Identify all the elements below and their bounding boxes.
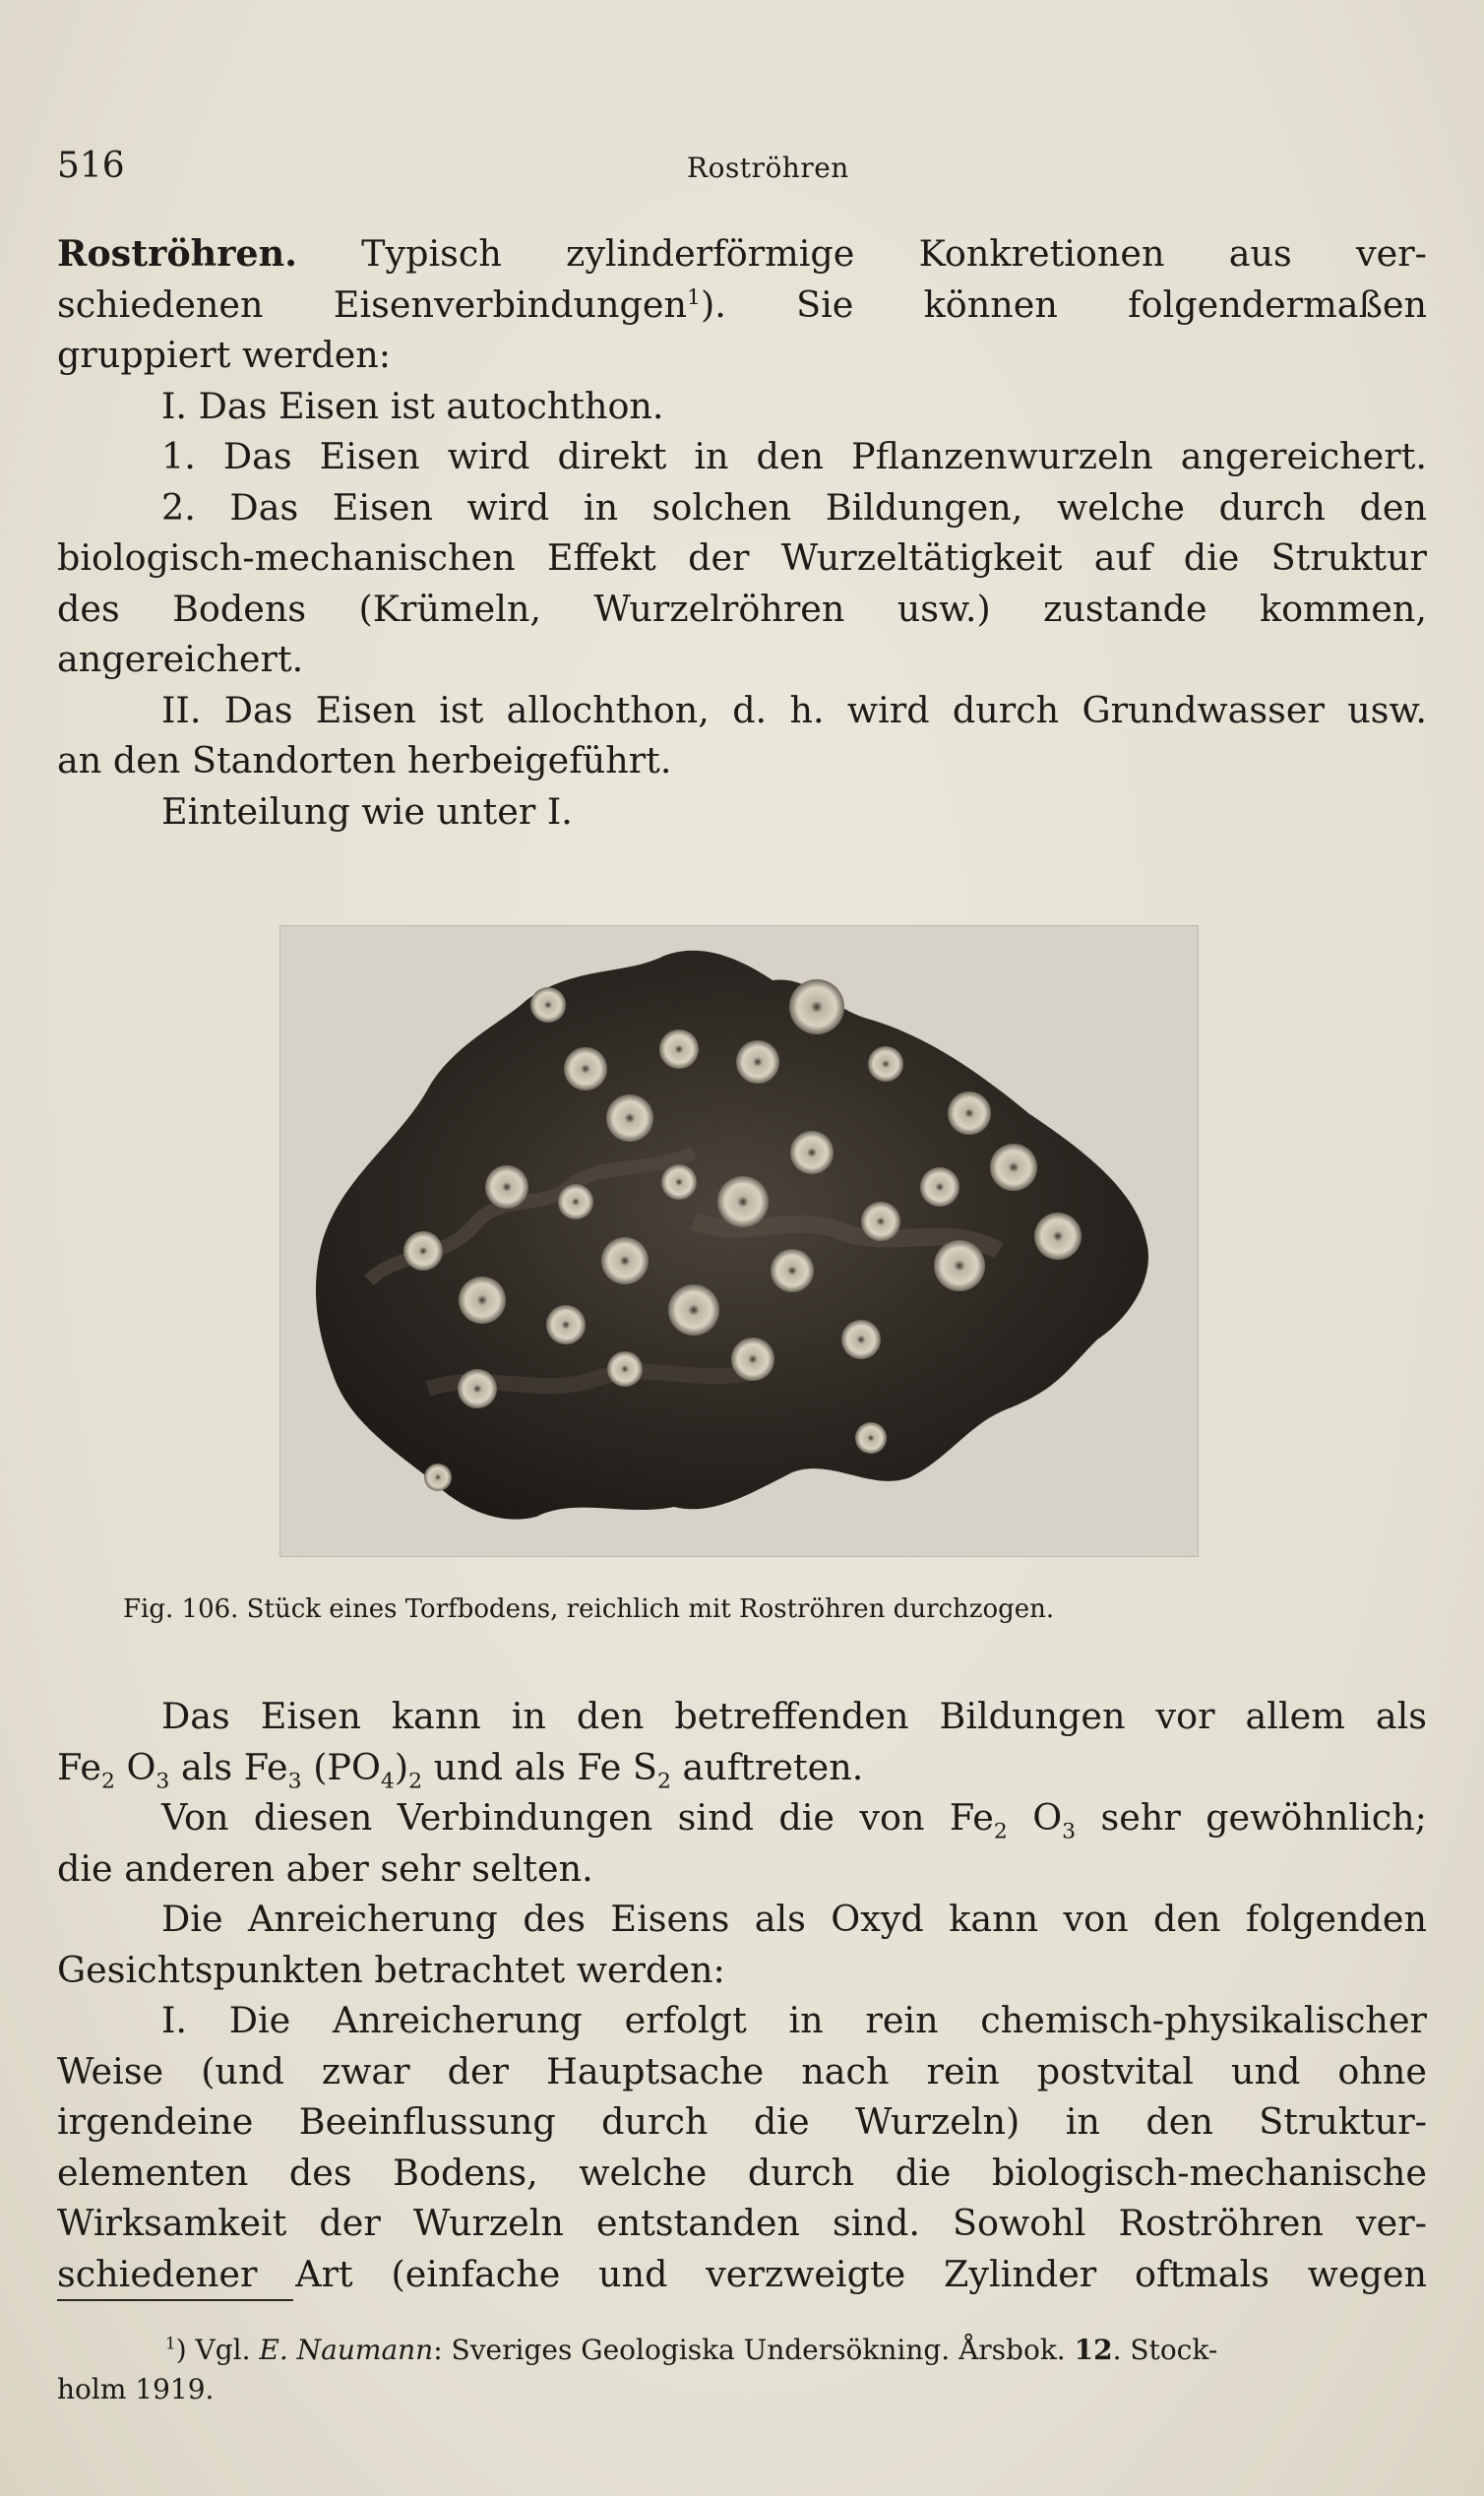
- entry-headword: Roströhren.: [57, 232, 297, 275]
- figure-photo: [279, 925, 1199, 1557]
- text-line: die anderen aber sehr selten.: [57, 1846, 593, 1890]
- page-number: 516: [57, 146, 125, 186]
- footnote-line: holm 1919.: [57, 2373, 215, 2405]
- text-line: I. Die Anreicherung erfolgt in rein chemisch-physikalischer: [161, 1999, 1427, 2041]
- running-title: Roströhren: [687, 152, 849, 184]
- text-line: II. Das Eisen ist allochthon, d. h. wird durch Grundwasser usw.: [161, 688, 1427, 731]
- text-line: Wirksamkeit der Wurzeln entstanden sind. Sowohl Roströhren ver-: [57, 2202, 1427, 2244]
- footnote: [57, 2331, 1427, 2409]
- text-line: des Bodens (Krümeln, Wurzelröhren usw.) zustande kommen,: [57, 587, 1427, 630]
- text-line: Roströhren. Typisch zylinderförmige Konkretionen aus ver-: [57, 232, 1427, 275]
- page-header: [57, 146, 1425, 195]
- text-line: Weise (und zwar der Hauptsache nach rein postvital und ohne: [57, 2049, 1427, 2092]
- footnote-line: $^1$) Vgl. E. Naumann: Sveriges Geologiska Undersökning. Årsbok. 12. Stock-: [165, 2333, 1218, 2366]
- text-line: Von diesen Verbindungen sind die von $Fe_2$ $O_3$ sehr gewöhnlich;: [161, 1796, 1427, 1843]
- footnote-ref: 1: [687, 284, 701, 310]
- text-line: Die Anreicherung des Eisens als Oxyd kann von den folgenden: [161, 1898, 1427, 1940]
- text-line: gruppiert werden:: [57, 334, 392, 376]
- text-line: Einteilung wie unter I.: [161, 789, 573, 833]
- text-line: $Fe_2$ $O_3$ als $Fe_3$ $(PO_4)_2$ und als Fe $S_2$ auftreten.: [57, 1745, 864, 1792]
- text-line: Gesichtspunkten betrachtet werden:: [57, 1948, 725, 1991]
- text-line: Das Eisen kann in den betreffenden Bildungen vor allem als: [161, 1695, 1427, 1737]
- text-line: angereichert.: [57, 638, 304, 680]
- text-line: an den Standorten herbeigeführt.: [57, 739, 672, 781]
- footnote-volume: 12: [1074, 2334, 1113, 2366]
- text-line: 1. Das Eisen wird direkt in den Pflanzenwurzeln angereichert.: [161, 435, 1427, 477]
- body-text-bottom: [57, 1691, 1427, 2299]
- footnote-marker: 1: [165, 2333, 176, 2353]
- text-line: schiedenen Eisenverbindungen$^1$). Sie können folgendermaßen: [57, 282, 1427, 326]
- figure-caption: Fig. 106. Stück eines Torfbodens, reichlich mit Roströhren durchzogen.: [123, 1594, 1055, 1624]
- text-line: biologisch-mechanischen Effekt der Wurzeltätigkeit auf die Struktur: [57, 536, 1427, 579]
- text-line: I. Das Eisen ist autochthon.: [161, 384, 664, 427]
- body-text-top: [57, 228, 1427, 837]
- peat-soil-photo: [280, 926, 1198, 1556]
- text-line: elementen des Bodens, welche durch die biologisch-mechanische: [57, 2151, 1427, 2194]
- text-line: irgendeine Beeinflussung durch die Wurzeln) in den Struktur-: [57, 2100, 1427, 2143]
- footnote-author: E. Naumann: [259, 2334, 434, 2366]
- text-line: schiedener Art (einfache und verzweigte Zylinder oftmals wegen: [57, 2252, 1427, 2295]
- footnote-rule: [57, 2299, 293, 2301]
- text-line: 2. Das Eisen wird in solchen Bildungen, welche durch den: [161, 485, 1427, 529]
